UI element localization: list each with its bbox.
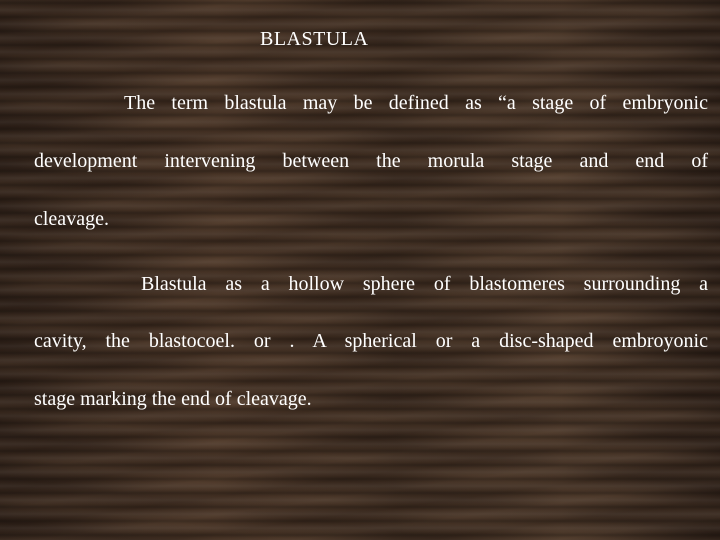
paragraph1-line3: cleavage. — [34, 208, 109, 230]
paragraph2-line2: cavity, the blastocoel. or . A spherical or a disc-shaped embroyonic — [34, 330, 708, 352]
paragraph2-line3: stage marking the end of cleavage. — [34, 388, 312, 410]
paragraph1-line1: The term blastula may be defined as “a stage of embryonic — [124, 92, 708, 114]
paragraph2-line1: Blastula as a hollow sphere of blastomeres surrounding a — [141, 273, 708, 295]
slide-title: BLASTULA — [260, 28, 369, 50]
paragraph1-line2: development intervening between the morula stage and end of — [34, 150, 708, 172]
